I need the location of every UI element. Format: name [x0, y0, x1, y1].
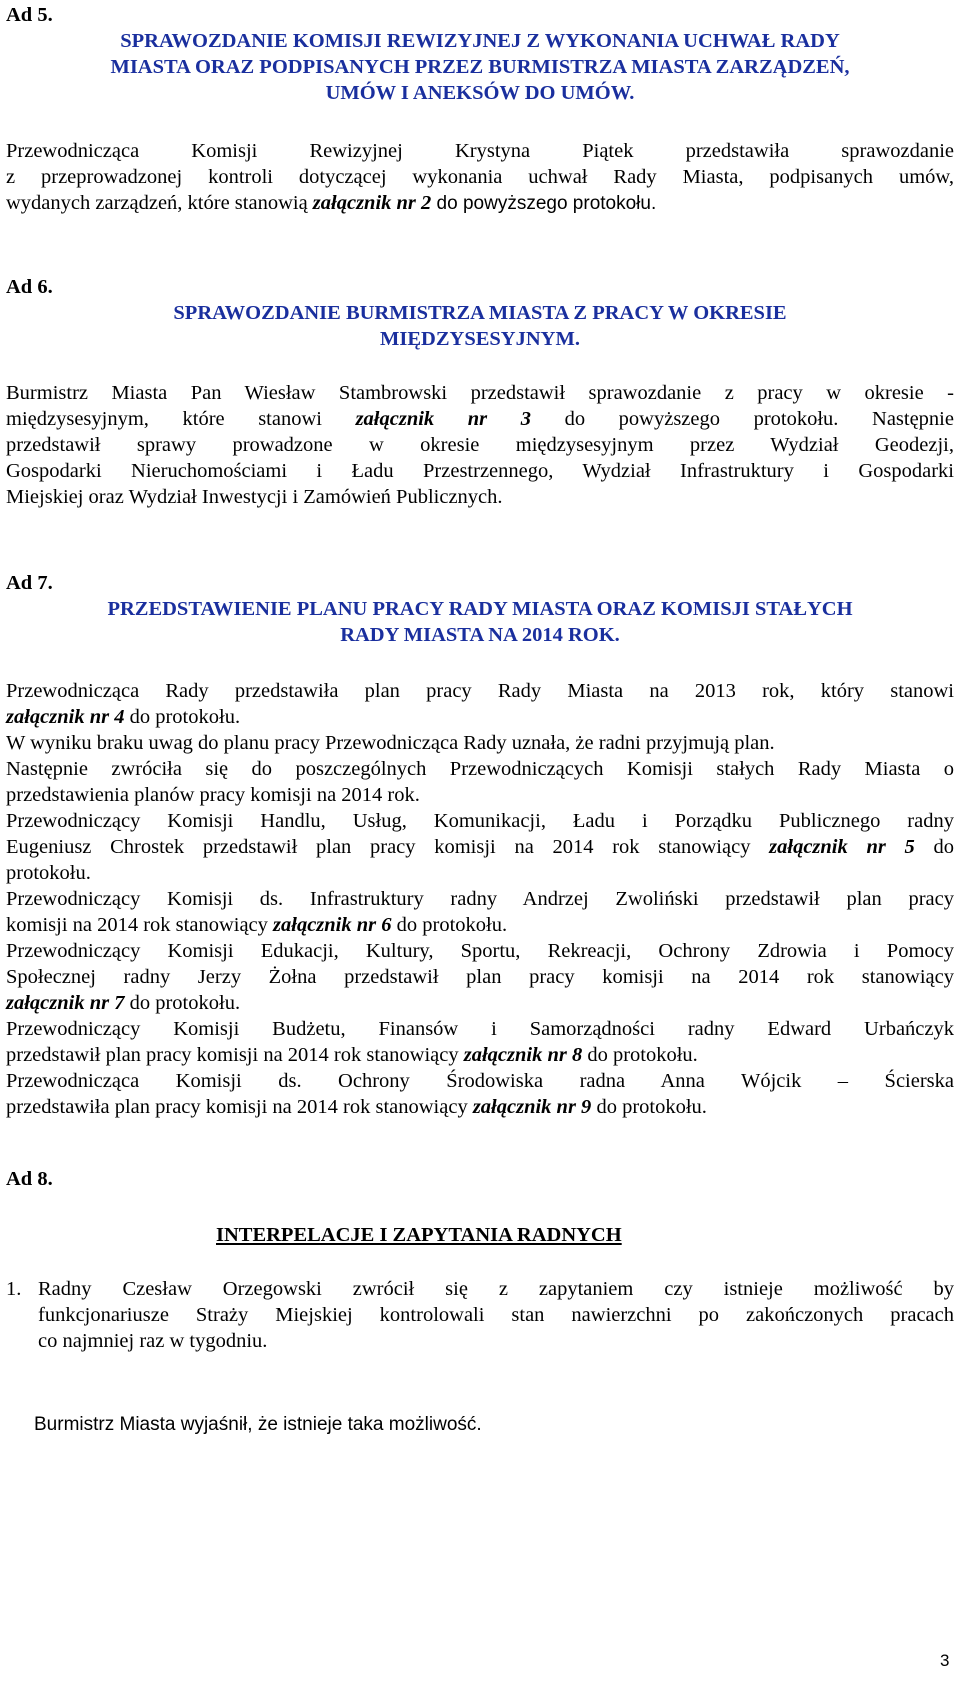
text-span: do protokołu.	[591, 1096, 707, 1118]
text-line: Przewodniczący Komisji ds. Infrastruktury radny Andrzej Zwoliński przedstawił plan pracy	[6, 888, 954, 910]
text-line: Przewodniczący Komisji Edukacji, Kultury, Sportu, Rekreacji, Ochrony Zdrowia i Pomocy	[6, 940, 954, 962]
attachment-ref: załącznik nr 7	[6, 992, 125, 1014]
attachment-ref: załącznik nr 8	[463, 1044, 583, 1066]
text-line: Przewodniczący Komisji Handlu, Usług, Komunikacji, Ładu i Porządku Publicznego radny	[6, 810, 954, 832]
list-item	[38, 1276, 954, 1354]
text-line: funkcjonariusze Straży Miejskiej kontrolowali stan nawierzchni po zakończonych pracach	[38, 1304, 954, 1326]
ad6-paragraph	[6, 380, 954, 510]
ad8-title: INTERPELACJE I ZAPYTANIA RADNYCH	[216, 1224, 622, 1246]
list-item-number: 1.	[6, 1278, 22, 1300]
ad7-title-line: PRZEDSTAWIENIE PLANU PRACY RADY MIASTA ORAZ KOMISJI STAŁYCH	[107, 598, 853, 620]
text-line: Radny Czesław Orzegowski zwrócił się z zapytaniem czy istnieje możliwość by	[38, 1278, 954, 1300]
page-number: 3	[940, 1651, 950, 1670]
text-span: do powyższego protokołu. Następnie	[530, 408, 954, 430]
text-line: Przewodniczący Komisji Budżetu, Finansów i Samorządności radny Edward Urbańczyk	[6, 1018, 954, 1040]
text-line: przedstawienia planów pracy komisji na 2014 rok.	[6, 784, 420, 806]
text-span: międzysesyjnym, które stanowi	[6, 408, 356, 430]
text-line: protokołu.	[6, 862, 91, 884]
text-span: Eugeniusz Chrostek przedstawił plan pracy komisji na 2014 rok stanowiący	[6, 836, 770, 858]
ad6-title-line: SPRAWOZDANIE BURMISTRZA MIASTA Z PRACY W OKRESIE	[173, 302, 787, 324]
text-line: W wyniku braku uwag do planu pracy Przewodnicząca Rady uznała, że radni przyjmują plan.	[6, 732, 775, 754]
ad5-title-line: SPRAWOZDANIE KOMISJI REWIZYJNEJ Z WYKONANIA UCHWAŁ RADY	[120, 30, 840, 52]
attachment-ref: załącznik nr 2	[312, 192, 432, 214]
text-line: Miejskiej oraz Wydział Inwestycji i Zamówień Publicznych.	[6, 486, 503, 508]
ad6-title	[0, 300, 960, 352]
attachment-ref: załącznik nr 6	[273, 914, 392, 936]
text-span: przedstawił plan pracy komisji na 2014 rok stanowiący	[6, 1044, 464, 1066]
ad7-title-line: RADY MIASTA NA 2014 ROK.	[340, 624, 620, 646]
text-span: przedstawiła plan pracy komisji na 2014 rok stanowiący	[6, 1096, 473, 1118]
text-span: do powyższego protokołu.	[431, 193, 657, 214]
ad8-label: Ad 8.	[6, 1168, 53, 1190]
text-line: Przewodnicząca Komisji Rewizyjnej Krystyna Piątek przedstawiła sprawozdanie	[6, 140, 954, 162]
text-line: Przewodnicząca Komisji ds. Ochrony Środowiska radna Anna Wójcik – Ścierska	[6, 1070, 954, 1092]
text-span: komisji na 2014 rok stanowiący	[6, 914, 274, 936]
attachment-ref: załącznik nr 5	[769, 836, 915, 858]
ad6-title-line: MIĘDZYSESYJNYM.	[380, 328, 580, 350]
ad5-paragraph	[6, 138, 954, 217]
text-span: do	[914, 836, 954, 858]
ad5-title-line: UMÓW I ANEKSÓW DO UMÓW.	[325, 82, 635, 104]
attachment-ref: załącznik nr 4	[6, 706, 125, 728]
text-line: Społecznej radny Jerzy Żołna przedstawił plan pracy komisji na 2014 rok stanowiący	[6, 966, 954, 988]
text-line: Gospodarki Nieruchomościami i Ładu Przestrzennego, Wydział Infrastruktury i Gospodarki	[6, 460, 954, 482]
text-span: do protokołu.	[124, 992, 241, 1014]
ad5-label: Ad 5.	[6, 4, 53, 26]
text-span: wydanych zarządzeń, które stanowią	[6, 192, 313, 214]
text-span: do protokołu.	[582, 1044, 698, 1066]
ad6-label: Ad 6.	[6, 276, 53, 298]
text-span: do protokołu.	[391, 914, 508, 936]
ad5-title-line: MIASTA ORAZ PODPISANYCH PRZEZ BURMISTRZA MIASTA ZARZĄDZEŃ,	[110, 56, 850, 78]
reply-text: Burmistrz Miasta wyjaśnił, że istnieje taka możliwość.	[34, 1414, 482, 1435]
text-line: Przewodnicząca Rady przedstawiła plan pracy Rady Miasta na 2013 rok, który stanowi	[6, 680, 954, 702]
ad7-label: Ad 7.	[6, 572, 53, 594]
attachment-ref: załącznik nr 9	[472, 1096, 592, 1118]
ad7-body	[6, 678, 954, 1120]
text-line: co najmniej raz w tygodniu.	[38, 1330, 268, 1352]
attachment-ref: załącznik nr 3	[355, 408, 531, 430]
text-line: przedstawił sprawy prowadzone w okresie międzysesyjnym przez Wydział Geodezji,	[6, 434, 954, 456]
text-line: z przeprowadzonej kontroli dotyczącej wykonania uchwał Rady Miasta, podpisanych umów,	[6, 166, 954, 188]
text-line: Następnie zwróciła się do poszczególnych Przewodniczących Komisji stałych Rady Miasta o	[6, 758, 954, 780]
ad7-title	[0, 596, 960, 648]
text-span: do protokołu.	[124, 706, 241, 728]
ad5-title	[0, 28, 960, 106]
text-line: Burmistrz Miasta Pan Wiesław Stambrowski przedstawił sprawozdanie z pracy w okresie -	[6, 382, 954, 404]
